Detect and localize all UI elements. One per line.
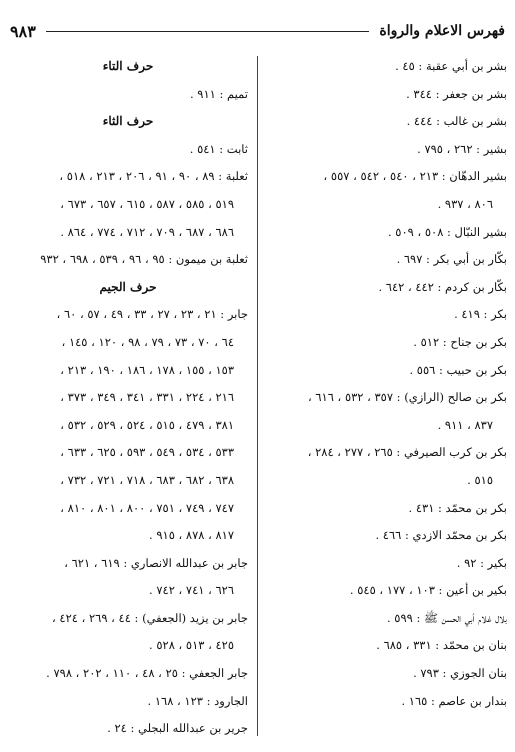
index-entry-continuation: ٣٨١ ، ٤٧٩ ، ٥١٥ ، ٥٢٤ ، ٥٢٩ ، ٥٣٢ ،	[60, 417, 234, 432]
index-entry-continuation: ٥٣٣ ، ٥٣٤ ، ٥٤٩ ، ٥٩٣ ، ٦٢٥ ، ٦٣٣ ،	[60, 445, 234, 460]
header-rule	[46, 31, 370, 32]
index-entry-continuation: ٨٣٧ ، ٩١١ .	[437, 417, 493, 432]
page-header	[10, 18, 505, 44]
index-entry: بكّار بن أبي بكر : ٦٩٧ .	[396, 252, 507, 267]
section-heading: حرف الجيم	[99, 279, 157, 294]
index-entry: جابر : ٢١ ، ٢٣ ، ٢٧ ، ٣٣ ، ٤٩ ، ٥٧ ، ٦٠ ،	[56, 307, 248, 322]
index-entry-continuation: ٨١٧ ، ٨٧٨ ، ٩١٥ .	[149, 528, 234, 543]
index-entry: بشير النبّال : ٥٠٨ ، ٥٠٩ .	[387, 224, 507, 239]
index-entry: الجارود : ١٢٣ ، ١٦٨ .	[147, 693, 248, 708]
index-entry: جابر بن عبدالله الانصاري : ٦١٩ ، ٦٢١ ،	[64, 555, 248, 570]
index-entry: بلال غلام أبي الحسن ﷺ : ٥٩٩ .	[386, 610, 507, 625]
index-entry: بشر بن غالب : ٤٤٤ .	[406, 114, 507, 129]
index-entry-continuation: ٥١٩ ، ٥٨٥ ، ٥٨٧ ، ٦١٥ ، ٦٥٧ ، ٦٧٣ ،	[60, 196, 234, 211]
page-number: ٩٨٣	[10, 21, 36, 41]
index-entry-continuation: ٦٤ ، ٧٠ ، ٧٣ ، ٧٩ ، ٩٨ ، ١٢٠ ، ١٤٥ ،	[61, 334, 234, 349]
index-entry: ثعلبة بن ميمون : ٩٥ ، ٩٦ ، ٥٣٩ ، ٦٩٨ ، ٩٣٢	[40, 252, 248, 267]
index-entry: بكير بن أعين : ١٠٣ ، ١٧٧ ، ٥٤٥ .	[349, 583, 507, 598]
index-entry: بشير : ٢٦٢ ، ٧٩٥ .	[417, 141, 507, 156]
index-entry: ثعلبة : ٨٩ ، ٩٠ ، ٩١ ، ٢٠٦ ، ٢١٣ ، ٥١٨ ،	[59, 169, 248, 184]
index-entry-continuation: ٨٠٦ ، ٩٣٧ .	[437, 196, 493, 211]
index-entry: بكر : ٤١٩ .	[454, 307, 507, 322]
index-entry: جابر بن يزيد (الجعفي) : ٤٤ ، ٢٦٩ ، ٤٢٤ ،	[52, 610, 248, 625]
index-entry-continuation: ٦٨٦ ، ٦٨٧ ، ٧٠٩ ، ٧١٢ ، ٧٧٤ ، ٨٦٤ .	[60, 224, 234, 239]
section-heading: حرف التاء	[102, 59, 154, 73]
index-entry-continuation: ٤٢٥ ، ٥١٣ ، ٥٢٨ .	[149, 638, 234, 653]
section-heading: حرف الثاء	[102, 114, 154, 129]
index-entry-continuation: ٦٣٨ ، ٦٨٢ ، ٦٨٣ ، ٧١٨ ، ٧٢١ ، ٧٣٢ ،	[60, 472, 234, 487]
index-entry: ثابت : ٥٤١ .	[189, 141, 248, 156]
index-entry: بنان الجوزي : ٧٩٣ .	[413, 666, 507, 681]
index-entry: بشير الدهّان : ٢١٣ ، ٥٤٠ ، ٥٤٢ ، ٥٥٧ ،	[323, 169, 507, 184]
index-entry: بندار بن عاصم : ١٦٥ .	[401, 693, 507, 708]
index-entry: بكر بن محمّد : ٤٣١ .	[408, 500, 507, 515]
index-entry-continuation: ٥١٥ .	[467, 472, 493, 487]
index-entry: بكر بن كرب الصيرفي : ٢٦٥ ، ٢٧٧ ، ٢٨٤ ،	[307, 445, 507, 460]
index-entry: بكر بن صالح (الرازي) : ٣٥٧ ، ٥٣٢ ، ٦١٦ ،	[308, 390, 507, 405]
index-entry: جابر الجعفي : ٢٥ ، ٤٨ ، ١١٠ ، ٢٠٢ ، ٧٩٨ .	[46, 666, 248, 681]
right-column	[267, 58, 507, 738]
index-entry: جرير بن عبدالله البجلي : ٢٤ .	[107, 721, 248, 736]
index-entry: بكر بن محمّد الازدي : ٤٦٦ .	[375, 528, 507, 543]
index-entry-continuation: ٦٢٦ ، ٧٤١ ، ٧٤٢ .	[149, 583, 234, 598]
index-entry: بشر بن جعفر : ٣٤٤ .	[406, 86, 507, 101]
index-entry: بكير : ٩٢ .	[456, 555, 507, 570]
index-entry: بكر بن جناح : ٥١٢ .	[413, 334, 507, 349]
index-entry-continuation: ٧٤٧ ، ٧٤٩ ، ٧٥١ ، ٨٠٠ ، ٨٠١ ، ٨١٠ ،	[60, 500, 234, 515]
index-entry: بكّار بن كردم : ٤٤٢ ، ٦٤٢ .	[378, 279, 507, 294]
left-column	[8, 58, 248, 738]
column-divider	[257, 56, 258, 736]
index-entry: بشر بن أبي عقبة : ٤٥ .	[395, 59, 507, 73]
index-entry: بكر بن حبيب : ٥٥٦ .	[409, 362, 507, 377]
index-entry-continuation: ١٥٣ ، ١٥٥ ، ١٧٨ ، ١٨٦ ، ١٩٠ ، ٢١٣ ،	[60, 362, 234, 377]
index-entry: بنان بن محمّد : ٣٣١ ، ٦٨٥ .	[376, 638, 507, 653]
running-title: فهرس الاعلام والرواة	[379, 23, 505, 39]
index-entry-continuation: ٢١٦ ، ٢٢٤ ، ٣٣١ ، ٣٤١ ، ٣٤٩ ، ٣٧٣ ،	[60, 390, 234, 405]
index-entry: تميم : ٩١١ .	[189, 86, 248, 101]
